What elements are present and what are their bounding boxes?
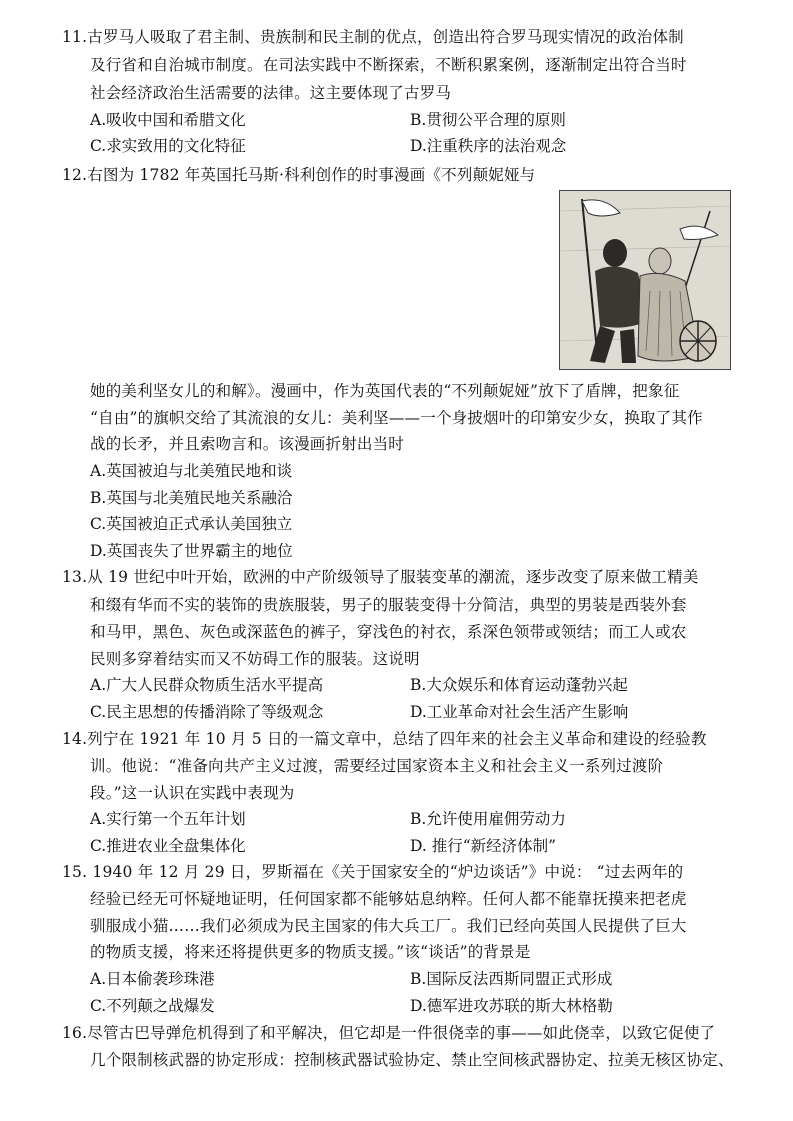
q13-option-b: B.大众娱乐和体育运动蓬勃兴起 <box>410 676 628 694</box>
q14-option-d: D. 推行“新经济体制” <box>410 837 557 855</box>
q15-stem-line-2: 经验已经无可怀疑地证明，任何国家都不能够姑息纳粹。任何人都不能靠抚摸来把老虎 <box>90 890 687 908</box>
q15-option-b: B.国际反法西斯同盟正式形成 <box>410 970 613 988</box>
cartoon-image <box>559 190 731 370</box>
q14-option-a: A.实行第一个五年计划 <box>90 810 246 828</box>
q15-option-a: A.日本偷袭珍珠港 <box>90 970 215 988</box>
q16-stem-line-1: 16.尽管古巴导弹危机得到了和平解决，但它却是一件很侥幸的事——如此侥幸，以致它促使了 <box>62 1024 716 1042</box>
q12-option-c: C.英国被迫正式承认美国独立 <box>90 515 293 533</box>
q11-option-a: A.吸收中国和希腊文化 <box>90 111 246 129</box>
q13-stem-line-1: 13.从 19 世纪中叶开始，欧洲的中产阶级领导了服装变革的潮流，逐步改变了原来做工精美 <box>62 568 699 586</box>
q15-stem-line-3: 驯服成小猫……我们必须成为民主国家的伟大兵工厂。我们已经向英国人民提供了巨大 <box>90 917 687 935</box>
q11-option-d: D.注重秩序的法治观念 <box>410 137 567 155</box>
q12-option-b: B.英国与北美殖民地关系融洽 <box>90 489 293 507</box>
q12-stem-line-2: 她的美利坚女儿的和解》。漫画中，作为英国代表的“不列颠妮娅”放下了盾牌，把象征 <box>90 382 680 400</box>
q14-stem-line-1: 14.列宁在 1921 年 10 月 5 日的一篇文章中，总结了四年来的社会主义革命和建设的经验教 <box>62 730 707 748</box>
q12-option-a: A.英国被迫与北美殖民地和谈 <box>90 462 293 480</box>
q11-stem-line-1: 11.古罗马人吸取了君主制、贵族制和民主制的优点，创造出符合罗马现实情况的政治体制 <box>62 28 684 46</box>
q16-stem-line-2: 几个限制核武器的协定形成：控制核武器试验协定、禁止空间核武器协定、拉美无核区协定、 <box>90 1051 734 1069</box>
q14-stem-line-3: 段。”这一认识在实践中表现为 <box>90 784 295 802</box>
q14-option-b: B.允许使用雇佣劳动力 <box>410 810 566 828</box>
q15-stem-line-4: 的物质支援，将来还将提供更多的物质支援。”该“谈话”的背景是 <box>90 943 531 961</box>
q13-stem-line-2: 和缀有华而不实的装饰的贵族服装，男子的服装变得十分简洁，典型的男装是西装外套 <box>90 596 687 614</box>
q13-option-a: A.广大人民群众物质生活水平提高 <box>90 676 324 694</box>
q11-stem-line-2: 及行省和自治城市制度。在司法实践中不断探索，不断积累案例，逐渐制定出符合当时 <box>90 56 687 74</box>
q13-option-c: C.民主思想的传播消除了等级观念 <box>90 703 324 721</box>
q11-stem-line-3: 社会经济政治生活需要的法律。这主要体现了古罗马 <box>90 84 452 102</box>
q11-option-c: C.求实致用的文化特征 <box>90 137 246 155</box>
q13-option-d: D.工业革命对社会生活产生影响 <box>410 703 629 721</box>
q12-stem-line-1: 12.右图为 1782 年英国托马斯·科利创作的时事漫画《不列颠妮娅与 <box>62 166 536 184</box>
q12-stem-line-4: 战的长矛，并且索吻言和。该漫画折射出当时 <box>90 435 405 453</box>
q15-stem-line-1: 15. 1940 年 12 月 29 日，罗斯福在《关于国家安全的“炉边谈话”》中说： “过去两年的 <box>62 863 684 881</box>
cartoon-illustration-icon <box>560 191 730 369</box>
q13-stem-line-4: 民则多穿着结实而又不妨碍工作的服装。这说明 <box>90 650 420 668</box>
q15-option-c: C.不列颠之战爆发 <box>90 997 215 1015</box>
q12-option-d: D.英国丧失了世界霸主的地位 <box>90 542 293 560</box>
q13-stem-line-3: 和马甲，黑色、灰色或深蓝色的裤子，穿浅色的衬衣，系深色领带或领结；而工人或农 <box>90 623 687 641</box>
q15-option-d: D.德军进攻苏联的斯大林格勒 <box>410 997 613 1015</box>
q12-stem-line-3: “自由”的旗帜交给了其流浪的女儿：美利坚——一个身披烟叶的印第安少女，换取了其作 <box>90 409 703 427</box>
q14-option-c: C.推进农业全盘集体化 <box>90 837 246 855</box>
q14-stem-line-2: 训。他说：“准备向共产主义过渡，需要经过国家资本主义和社会主义一系列过渡阶 <box>90 757 664 775</box>
q11-option-b: B.贯彻公平合理的原则 <box>410 111 566 129</box>
